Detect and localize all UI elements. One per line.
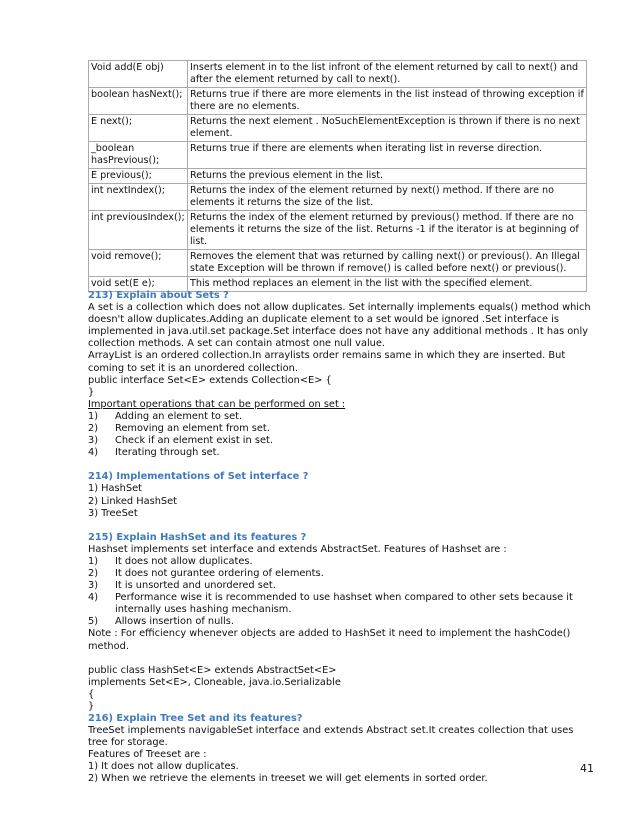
- list-text: Adding an element to set.: [115, 410, 243, 422]
- method-signature: boolean hasNext();: [89, 88, 188, 115]
- section-heading: 215) Explain HashSet and its features ?: [88, 531, 307, 543]
- list-number: 5): [88, 616, 99, 628]
- table-row: [89, 88, 587, 115]
- document-body: [88, 290, 593, 786]
- list-item: [88, 411, 593, 423]
- list-number: 2): [88, 423, 99, 435]
- code-line: }: [88, 700, 95, 712]
- paragraph: Features of Treeset are :: [88, 749, 207, 761]
- method-signature: void remove();: [89, 250, 188, 277]
- list-number: 2): [88, 567, 99, 579]
- section-heading: 213) Explain about Sets ?: [88, 290, 229, 301]
- list-text: Performance wise it is recommended to use hashset when compared to other sets because it internally uses hashing mechanism.: [115, 592, 573, 616]
- section-heading: 216) Explain Tree Set and its features?: [88, 713, 303, 724]
- list-iterator-methods-table: [88, 60, 587, 292]
- method-description: Returns the previous element in the list.: [188, 169, 587, 184]
- list-item: 1) It does not allow duplicates.: [88, 761, 239, 773]
- list-text: Check if an element exist in set.: [115, 435, 273, 447]
- list-item: [88, 616, 593, 628]
- method-description: Removes the element that was returned by calling next() or previous(). An Illegal state Exception will be thrown if remove() is called before next() or previous().: [188, 250, 587, 277]
- code-line: public class HashSet<E> extends AbstractSet<E>: [88, 664, 337, 676]
- code-line: }: [88, 386, 95, 398]
- list-text: Removing an element from set.: [115, 423, 270, 435]
- list-item: [88, 423, 593, 435]
- method-signature: int previousIndex();: [89, 211, 188, 250]
- table-row: [89, 184, 587, 211]
- method-signature: void set(E e);: [89, 277, 188, 292]
- list-text: It does not allow duplicates.: [115, 555, 253, 567]
- list-text: It does not gurantee ordering of elements.: [115, 567, 324, 579]
- list-item: [88, 592, 593, 616]
- table-row: [89, 169, 587, 184]
- method-description: Returns the next element . NoSuchElementException is thrown if there is no next element.: [188, 115, 587, 142]
- list-title: Important operations that can be performed on set :: [88, 398, 346, 410]
- code-line: {: [88, 688, 95, 700]
- method-signature: _boolean hasPrevious();: [89, 142, 188, 169]
- table-row: [89, 115, 587, 142]
- list-item: 2) Linked HashSet: [88, 495, 178, 507]
- paragraph: A set is a collection which does not allow duplicates. Set internally implements equals() method which doesn't allow duplicates.Adding an duplicate element to a set would be ignored .Set interface is implemented in java.util.set package.Set interface does not have any additional methods . It has only collection methods. A set can contain atmost one null value.: [88, 302, 591, 350]
- table-row: [89, 250, 587, 277]
- list-text: Allows insertion of nulls.: [115, 616, 234, 628]
- method-description: Returns true if there are elements when iterating list in reverse direction.: [188, 142, 587, 169]
- method-signature: Void add(E obj): [89, 61, 188, 88]
- list-text: It is unsorted and unordered set.: [115, 580, 276, 592]
- list-number: 4): [88, 447, 99, 459]
- list-number: 3): [88, 435, 99, 447]
- note: Note : For efficiency whenever objects are added to HashSet it need to implement the hashCode() method.: [88, 628, 571, 652]
- method-signature: E previous();: [89, 169, 188, 184]
- code-line: implements Set<E>, Cloneable, java.io.Serializable: [88, 676, 341, 688]
- section-heading: 214) Implementations of Set interface ?: [88, 471, 309, 483]
- code-line: public interface Set<E> extends Collection<E> {: [88, 374, 332, 386]
- list-item: 1) HashSet: [88, 483, 142, 495]
- list-item: [88, 580, 593, 592]
- list-number: 1): [88, 555, 99, 567]
- page-number: 41: [580, 762, 594, 775]
- list-item: [88, 447, 593, 459]
- method-signature: int nextIndex();: [89, 184, 188, 211]
- method-description: This method replaces an element in the list with the specified element.: [188, 277, 587, 292]
- method-description: Returns the index of the element returned by previous() method. If there are no elements it returns the size of the list. Returns -1 if the iterator is at beginning of list.: [188, 211, 587, 250]
- table-row: [89, 211, 587, 250]
- list-number: 1): [88, 410, 99, 422]
- method-description: Inserts element in to the list infront of the element returned by call to next() and after the element returned by call to next().: [188, 61, 587, 88]
- paragraph: ArrayList is an ordered collection.In arraylists order remains same in which they are inserted. But coming to set it is an unordered collection.: [88, 350, 566, 374]
- list-text: Iterating through set.: [115, 447, 220, 459]
- list-number: 4): [88, 592, 99, 604]
- list-item: [88, 568, 593, 580]
- method-signature: E next();: [89, 115, 188, 142]
- list-item: 2) When we retrieve the elements in treeset we will get elements in sorted order.: [88, 773, 488, 785]
- table-row: [89, 142, 587, 169]
- method-description: Returns true if there are more elements in the list instead of throwing exception if there are no elements.: [188, 88, 587, 115]
- list-item: [88, 435, 593, 447]
- method-description: Returns the index of the element returned by next() method. If there are no elements it returns the size of the list.: [188, 184, 587, 211]
- list-item: [88, 556, 593, 568]
- paragraph: Hashset implements set interface and extends AbstractSet. Features of Hashset are :: [88, 543, 507, 555]
- list-item: 3) TreeSet: [88, 507, 138, 519]
- paragraph: TreeSet implements navigableSet interface and extends Abstract set.It creates collection that uses tree for storage.: [88, 725, 574, 749]
- list-number: 3): [88, 580, 99, 592]
- table-row: [89, 61, 587, 88]
